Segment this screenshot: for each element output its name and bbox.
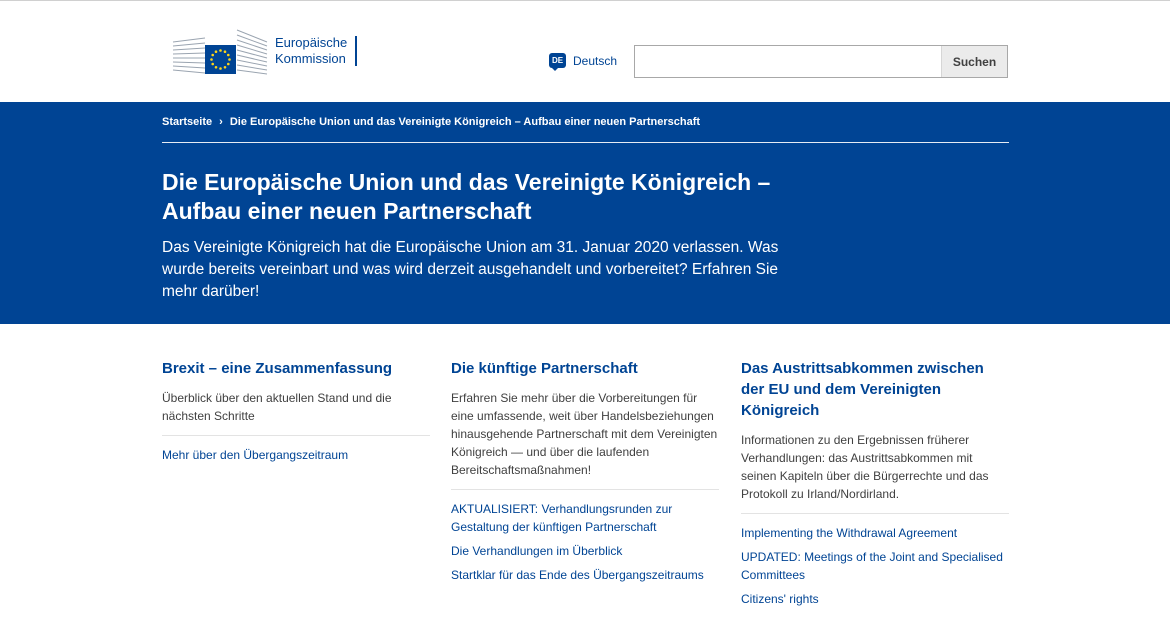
star-icon [228,58,231,61]
logo-line-1: Europäische [275,35,348,50]
star-icon [211,54,214,57]
column-title[interactable] [451,358,719,379]
column-description: Überblick über den aktuellen Stand und die nächsten Schritte [162,389,430,436]
column-title[interactable] [162,358,430,379]
link-negotiations-overview[interactable]: Die Verhandlungen im Überblick [451,544,623,558]
link-list [162,446,430,464]
column-description: Informationen zu den Ergebnissen früherer Verhandlungen: das Austrittsabkommen mit seinen Kapiteln über die Bürgerrechte und das Protokoll zu Irland/Nordirland. [741,431,1009,514]
logo-line-2: Kommission [275,51,346,66]
search-input[interactable] [635,46,941,77]
column-title-link[interactable]: Das Austrittsabkommen zwischen der EU und dem Vereinigten Königreich [741,360,984,419]
list-item [162,446,430,464]
star-icon [210,58,213,61]
language-label: Deutsch [573,53,618,68]
star-icon [219,49,222,52]
star-icon [224,66,227,69]
star-icon [227,54,230,57]
list-item [451,500,719,536]
list-item [741,524,1009,542]
star-icon [227,63,230,66]
star-icon [219,67,222,70]
site-header [0,0,1170,102]
link-citizens-rights[interactable]: Citizens' rights [741,592,819,606]
language-selector[interactable] [549,53,617,68]
column-future-partnership [451,358,719,590]
link-ready-for-end[interactable]: Startklar für das Ende des Übergangszeitraums [451,568,704,582]
link-negotiation-rounds[interactable]: AKTUALISIERT: Verhandlungsrunden zur Gestaltung der künftigen Partnerschaft [451,502,673,534]
star-icon [224,50,227,53]
breadcrumb-current: Die Europäische Union und das Vereinigte Königreich – Aufbau einer neuen Partnerschaft [229,116,701,128]
list-item [741,548,1009,584]
link-list [451,500,719,584]
column-title-link[interactable]: Brexit – eine Zusammenfassung [162,360,393,377]
speech-bubble-language-icon: DE [549,53,566,68]
link-list [741,524,1009,608]
column-withdrawal-agreement [741,358,1009,614]
list-item [741,590,1009,608]
star-icon [211,63,214,66]
column-title[interactable] [741,358,1009,421]
divider [162,142,1009,143]
eu-flag-logo-icon [171,26,271,76]
column-title-link[interactable]: Die künftige Partnerschaft [451,360,638,377]
search-button[interactable]: Suchen [941,46,1007,77]
star-icon [215,66,218,69]
list-item [451,542,719,560]
chevron-right-icon: › [219,116,223,128]
breadcrumb [162,116,700,128]
column-description: Erfahren Sie mehr über die Vorbereitungen für eine umfassende, weit über Handelsbeziehungen hinausgehende Partnerschaft mit dem Vereinigten Königreich — und über die laufenden Bereitschaftsmaßnahmen! [451,389,719,490]
page-intro: Das Vereinigte Königreich hat die Europäische Union am 31. Januar 2020 verlassen. Was wurde bereits vereinbart und was wird derzeit ausgehandelt und vorbereitet? Erfahren Sie mehr darüber! [162,239,779,300]
list-item [451,566,719,584]
star-icon [215,50,218,53]
page-header-banner [0,102,1170,324]
logo-wordmark [275,36,357,66]
breadcrumb-home-link[interactable]: Startseite [162,116,213,128]
search-form [634,45,1008,78]
ec-logo[interactable] [171,26,357,76]
page-title: Die Europäische Union und das Vereinigte Königreich – Aufbau einer neuen Partnerschaft [162,169,771,224]
link-transition-period[interactable]: Mehr über den Übergangszeitraum [162,448,349,462]
column-brexit-summary [162,358,430,470]
link-implementing-agreement[interactable]: Implementing the Withdrawal Agreement [741,526,958,540]
link-committee-meetings[interactable]: UPDATED: Meetings of the Joint and Specialised Committees [741,550,1003,582]
